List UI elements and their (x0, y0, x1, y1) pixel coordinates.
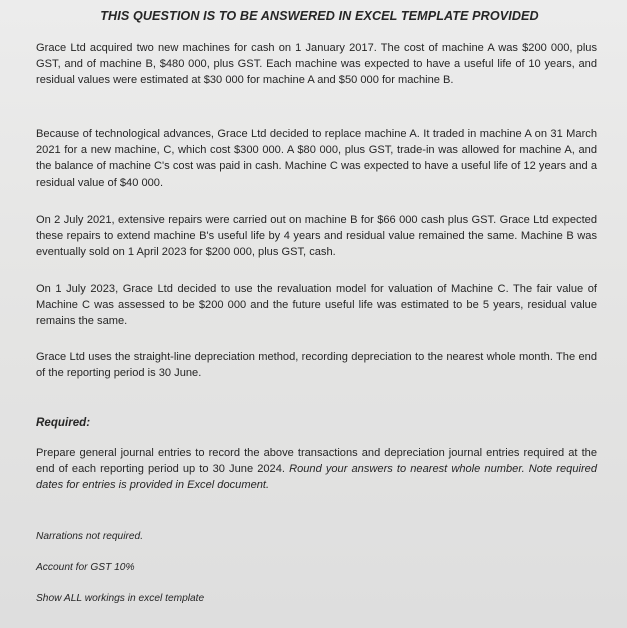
required-body-italic: Round your answers to nearest whole number. Note required dates for entries is provided in Excel document. (36, 463, 597, 492)
required-body (36, 445, 597, 494)
paragraph-revaluation: On 1 July 2023, Grace Ltd decided to use the revaluation model for valuation of Machine C. The fair value of Machine C was assessed to be $200 000 and the future useful life was estimated to be 5 years, residual value remains the same. (36, 283, 597, 328)
page-heading: THIS QUESTION IS TO BE ANSWERED IN EXCEL TEMPLATE PROVIDED (100, 9, 539, 23)
paragraph-trade-in: Because of technological advances, Grace Ltd decided to replace machine A. It traded in machine A on 31 March 2021 for a new machine, C, which cost $300 000. A $80 000, plus GST, trade-in was allowed for machine A, and the balance of machine C's cost was paid in cash. Machine C was expected to have a useful life of 12 years and a residual value of $40 000. (36, 128, 597, 189)
note-gst: Account for GST 10% (36, 562, 135, 573)
note-workings: Show ALL workings in excel template (36, 593, 205, 604)
paragraph-acquisition: Grace Ltd acquired two new machines for cash on 1 January 2017. The cost of machine A was $200 000, plus GST, and of machine B, $480 000, plus GST. Each machine was expected to have a useful life of 10 years, and residual values were estimated at $30 000 for machine A and $50 000 for machine B. (36, 42, 597, 87)
paragraph-repairs: On 2 July 2021, extensive repairs were carried out on machine B for $66 000 cash plus GST. Grace Ltd expected these repairs to extend machine B's useful life by 4 years and residual value remained the same. Machine B was eventually sold on 1 April 2023 for $200 000, plus GST, cash. (36, 214, 597, 259)
paragraph-depreciation-method: Grace Ltd uses the straight-line depreciation method, recording depreciation to the nearest whole month. The end of the reporting period is 30 June. (36, 351, 597, 380)
required-title: Required: (36, 416, 91, 429)
required-body-plain: Prepare general journal entries to record the above transactions and depreciation journal entries required at the end of each reporting period up to 30 June 2024. (36, 447, 597, 476)
note-narrations: Narrations not required. (36, 531, 144, 542)
